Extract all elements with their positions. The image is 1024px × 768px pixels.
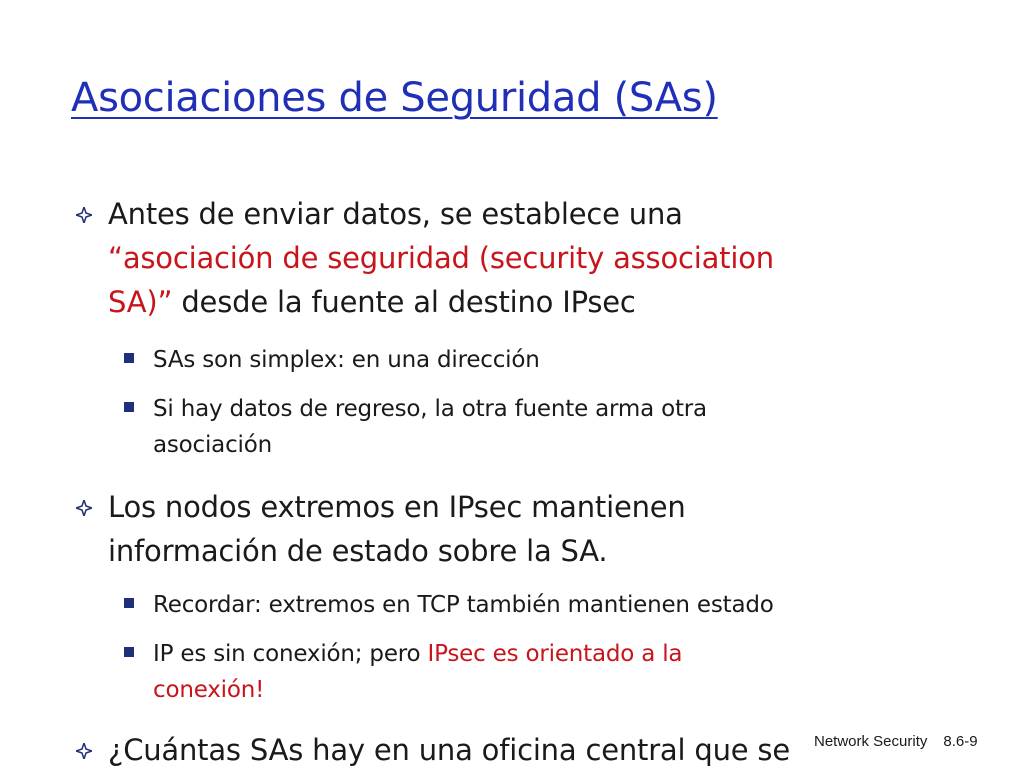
footer-label: Network Security [814, 733, 928, 750]
bullet-1-sub-2-line-1: Si hay datos de regreso, la otra fuente arma otra [153, 396, 707, 422]
bullet-1-line-1: Antes de enviar datos, se establece una [108, 197, 683, 231]
bullet-1-highlight-1: “asociación de seguridad (security association [108, 241, 774, 275]
square-bullet-icon [124, 402, 134, 412]
bullet-2-line-2: información de estado sobre la SA. [108, 534, 608, 568]
bullet-2-sub-2-highlight-1: IPsec es orientado a la [427, 641, 683, 667]
bullet-1-sub-1: SAs son simplex: en una dirección [153, 347, 540, 373]
bullet-2-sub-2-prefix: IP es sin conexión; pero [153, 641, 428, 667]
bullet-2-sub-2-highlight-2: conexión! [153, 677, 265, 703]
slide-title: Asociaciones de Seguridad (SAs) [71, 75, 718, 121]
bullet-1-highlight-2: SA)” [108, 285, 173, 319]
slide-footer [814, 732, 978, 752]
bullet-1 [108, 192, 868, 324]
bullet-1-sub-2-line-2: asociación [153, 432, 272, 458]
bullet-3: ¿Cuántas SAs hay en una oficina central que se [108, 733, 790, 767]
bullet-2-sub-1: Recordar: extremos en TCP también mantienen estado [153, 592, 774, 618]
bullet-1-sub-2 [153, 391, 853, 463]
square-bullet-icon [124, 647, 134, 657]
bullet-2-line-1: Los nodos extremos en IPsec mantienen [108, 490, 686, 524]
diamond-bullet-icon [76, 500, 92, 516]
bullet-2-sub-2 [153, 636, 853, 708]
diamond-bullet-icon [76, 743, 92, 759]
diamond-bullet-icon [76, 207, 92, 223]
square-bullet-icon [124, 598, 134, 608]
page-number: 8.6-9 [943, 733, 978, 750]
bullet-1-line-3-rest: desde la fuente al destino IPsec [172, 285, 636, 319]
square-bullet-icon [124, 353, 134, 363]
bullet-2 [108, 485, 868, 573]
